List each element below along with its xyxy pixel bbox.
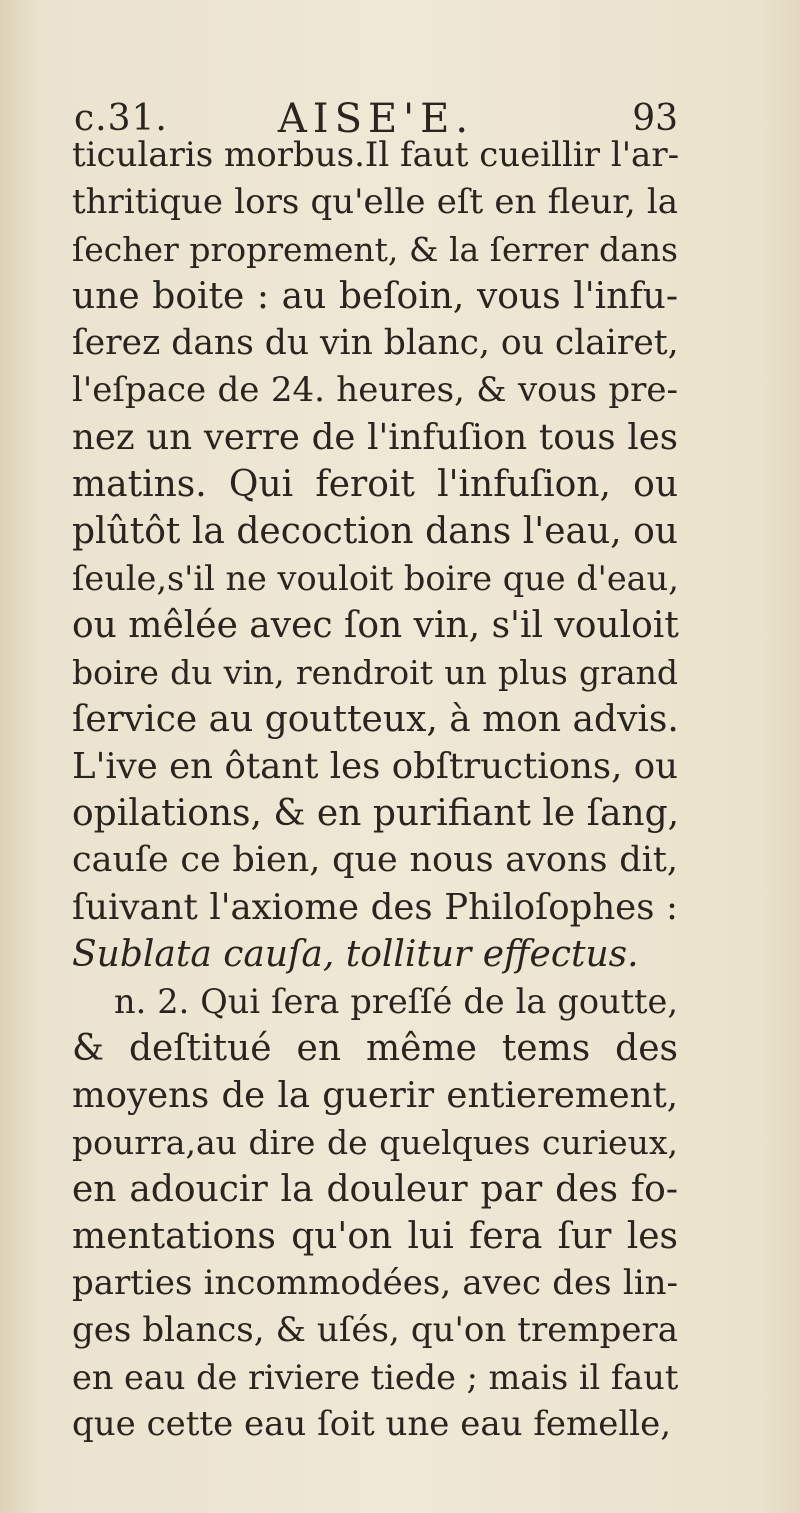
text-line: en eau de riviere tiede ; mais il faut (72, 1358, 679, 1397)
text-line: & deſtitué en même tems des (72, 1028, 678, 1069)
text-line: ticularis morbus.Il faut cueillir l'ar- (72, 135, 680, 175)
text-line: ou mêlée avec ſon vin, s'il vouloit (72, 605, 679, 646)
paragraph-start: n. 2. Qui ſera preſſé de la goutte, (114, 982, 678, 1021)
text-line: ſervice au goutteux, à mon advis. (72, 699, 679, 740)
text-line: nez un verre de l'infuſion tous les (72, 417, 678, 458)
running-title: AISE'E. (277, 96, 475, 142)
text-line: mentations qu'on lui fera ſur les (72, 1216, 678, 1257)
text-line: boire du vin, rendroit un plus grand (72, 653, 678, 692)
text-line: parties incommodées, avec des lin- (72, 1263, 678, 1303)
text-line: matins. Qui feroit l'infuſion, ou (72, 464, 678, 505)
text-line: que cette eau ſoit une eau femelle, (72, 1404, 672, 1444)
text-line: pourra,au dire de quelques curieux, (72, 1123, 678, 1162)
page-number: 93 (632, 98, 678, 139)
latin-quotation: Sublata cauſa, tollitur effectus. (72, 934, 639, 975)
text-line: ſuivant l'axiome des Philoſophes : (72, 887, 678, 928)
text-line: ſerez dans du vin blanc, ou clairet, (72, 323, 679, 363)
text-line: en adoucir la douleur par des fo- (72, 1169, 678, 1210)
text-line: cauſe ce bien, que nous avons dit, (72, 840, 678, 880)
text-line: plûtôt la decoction dans l'eau, ou (72, 511, 678, 552)
text-line: ges blancs, & uſés, qu'on trempera (72, 1310, 678, 1350)
body-text (72, 132, 678, 1448)
text-line: une boite : au beſoin, vous l'infu- (72, 276, 678, 317)
chapter-marker: c.31. (74, 98, 168, 139)
text-line: ſecher proprement, & la ſerrer dans (72, 230, 678, 269)
text-line: opilations, & en purifiant le ſang, (72, 793, 680, 834)
text-line: moyens de la guerir entierement, (72, 1075, 678, 1116)
text-line: ſeule,s'il ne vouloit boire que d'eau, (72, 559, 679, 598)
text-line: L'ive en ôtant les obſtructions, ou (72, 746, 678, 787)
text-line: l'eſpace de 24. heures, & vous pre- (72, 370, 678, 410)
text-line: thritique lors qu'elle eſt en fleur, la (72, 182, 678, 222)
